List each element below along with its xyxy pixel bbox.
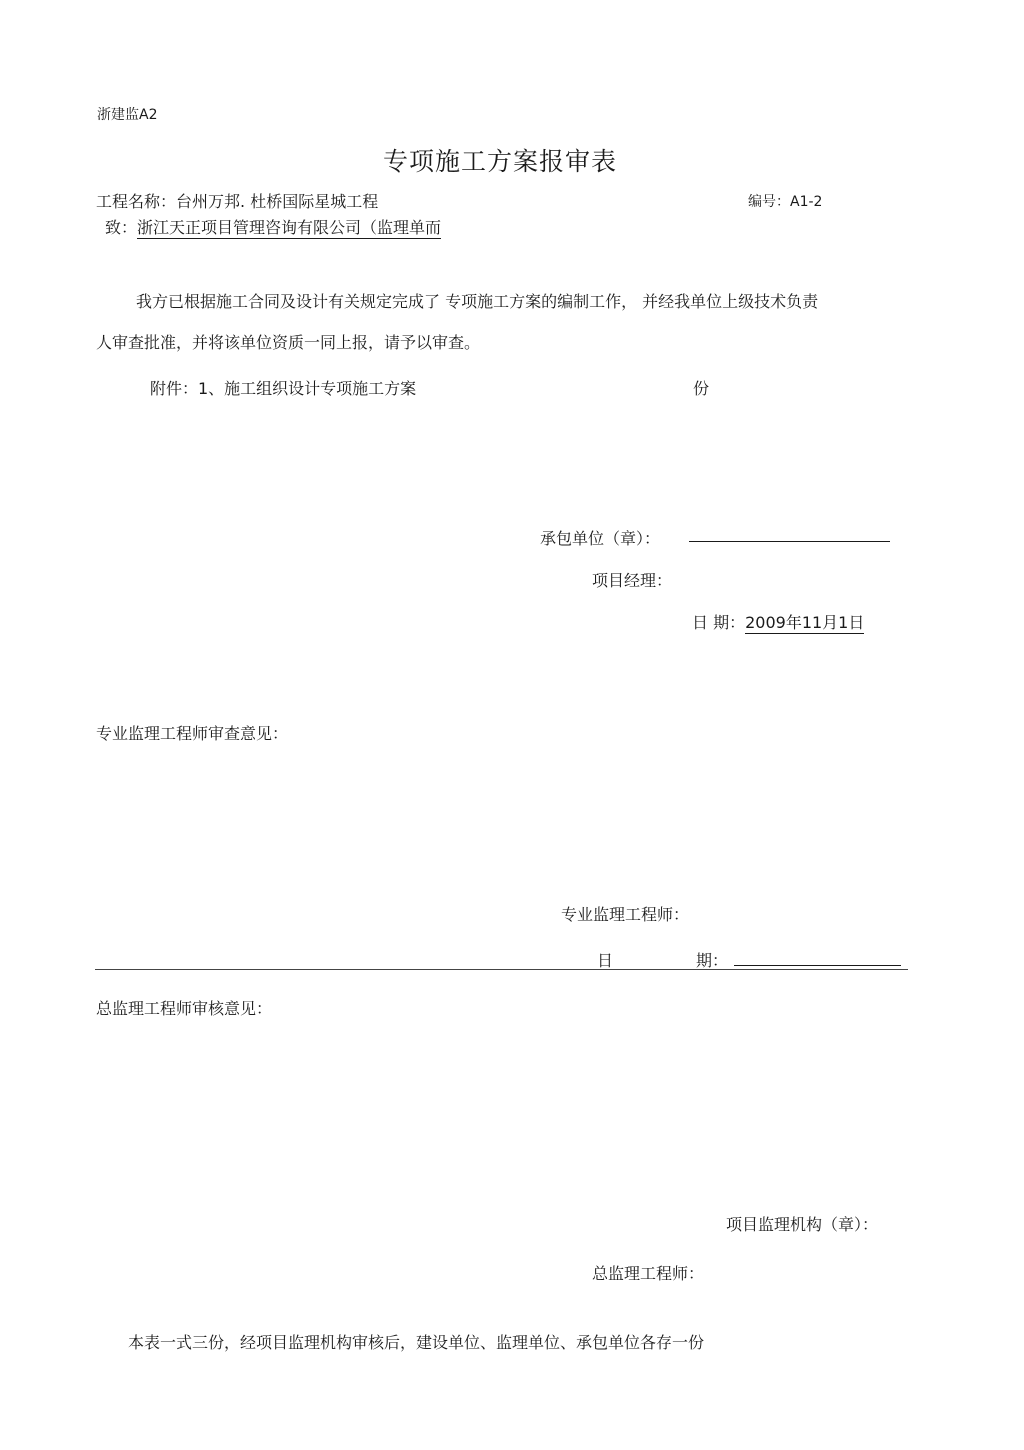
engineer-review-heading: 专业监理工程师审查意见：	[96, 724, 289, 743]
project-name-row	[96, 189, 378, 212]
project-name-value: 台州万邦. 杜桥国际星城工程	[176, 192, 379, 211]
project-manager-label: 项目经理：	[592, 571, 673, 590]
engineer-date-char1: 日	[597, 951, 614, 970]
engineer-date-char2: 期：	[696, 951, 729, 970]
contractor-unit-signature-line	[689, 541, 890, 542]
number-value: A1-2	[790, 194, 823, 210]
addressee-value: 浙江天正项目管理咨询有限公司（监理单而	[137, 218, 442, 237]
body-paragraph-line2: 人审查批准，并将该单位资质一同上报，请予以审查。	[96, 333, 481, 352]
addressee-label: 致：	[105, 218, 138, 237]
number-row	[748, 191, 822, 211]
project-name-label: 工程名称：	[96, 192, 177, 211]
contractor-unit-label: 承包单位（章）：	[540, 529, 661, 548]
body-paragraph-line1: 我方已根据施工合同及设计有关规定完成了 专项施工方案的编制工作， 并经我单位上级技术负责	[136, 292, 819, 311]
chief-review-heading: 总监理工程师审核意见：	[96, 999, 273, 1018]
form-code: 浙建监A2	[97, 107, 158, 123]
section-divider	[95, 969, 908, 970]
contractor-date-value: 2009年11月1日	[745, 613, 865, 632]
contractor-date-row	[692, 610, 864, 633]
addressee-row	[105, 215, 441, 238]
attachment-line: 附件：1、施工组织设计专项施工方案	[150, 379, 417, 398]
attachment-unit: 份	[693, 379, 710, 398]
supervision-org-label: 项目监理机构（章）：	[726, 1215, 879, 1234]
number-label: 编号：	[748, 194, 790, 210]
engineer-signer-label: 专业监理工程师：	[561, 905, 690, 924]
contractor-date-label: 日 期：	[692, 613, 746, 632]
engineer-date-signature-line	[734, 965, 901, 966]
chief-signer-label: 总监理工程师：	[592, 1264, 705, 1283]
footer-note: 本表一式三份，经项目监理机构审核后，建设单位、监理单位、承包单位各存一份	[128, 1333, 705, 1352]
page-title: 专项施工方案报审表	[383, 147, 618, 176]
